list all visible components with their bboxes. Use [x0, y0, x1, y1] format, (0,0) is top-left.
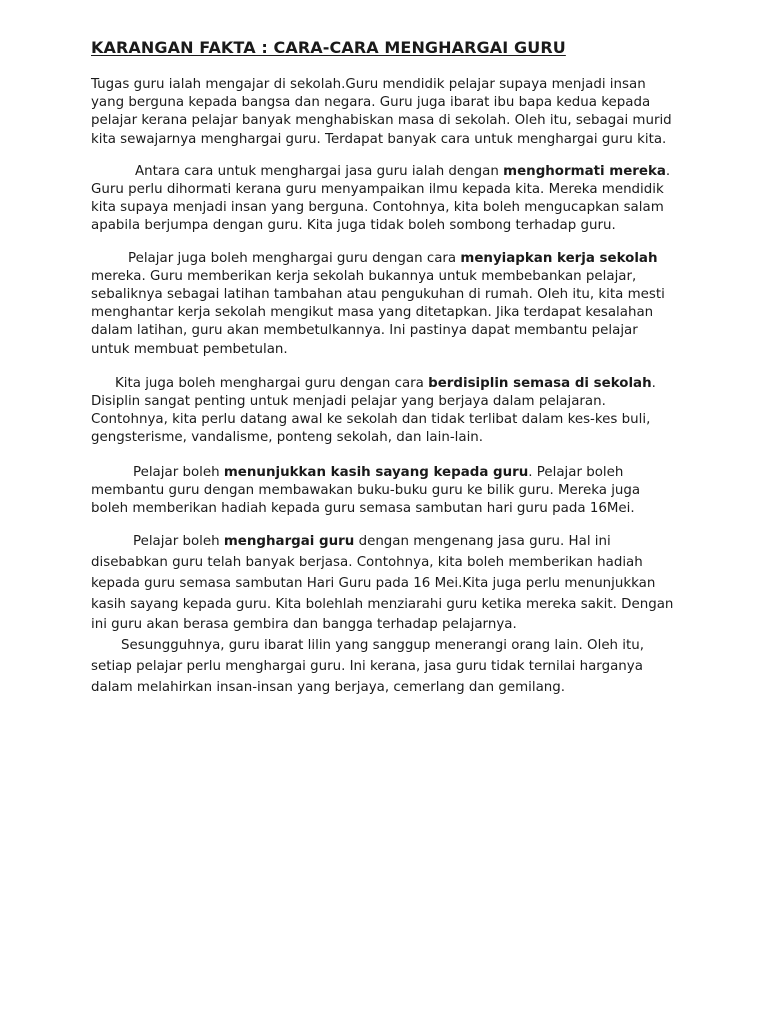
- paragraph-text-before: Pelajar boleh: [133, 464, 224, 480]
- paragraph-text-after: dengan mengenang jasa guru. Hal ini disebabkan guru telah banyak berjasa. Contohnya, kita boleh memberikan hadiah kepada guru semasa sambutan Hari Guru pada 16 Mei.Kita juga perlu menunjukkan kasih sayang kepada guru. Kita bolehlah menziarahi guru ketika mereka sakit. Dengan ini guru akan berasa gembira dan bangga terhadap pelajarnya.: [91, 534, 674, 633]
- paragraph-homework: [91, 250, 680, 359]
- paragraph-text-after: . Pelajar boleh membantu guru dengan membawakan buku-buku guru ke bilik guru. Mereka juga boleh memberikan hadiah kepada guru semasa sambutan hari guru pada 16Mei.: [91, 464, 641, 517]
- paragraph-keyword: menghargai guru: [223, 534, 355, 550]
- paragraph-text-before: Antara cara untuk menghargai jasa guru ialah dengan: [135, 163, 504, 179]
- paragraph-discipline: [91, 375, 680, 448]
- paragraph-introduction: [91, 76, 680, 149]
- paragraph-text-before: Pelajar juga boleh menghargai guru dengan cara: [128, 250, 461, 266]
- paragraph-text-after: mereka. Guru memberikan kerja sekolah bukannya untuk membebankan pelajar, sebaliknya sebagai latihan tambahan atau pengukuhan di rumah. Oleh itu, kita mesti menghantar kerja sekolah mengikut masa yang ditetapkan. Jika terdapat kesalahan dalam latihan, guru akan membetulkannya. Ini pastinya dapat membantu pelajar untuk membuat pembetulan.: [91, 268, 665, 357]
- paragraph-keyword: menyiapkan kerja sekolah: [460, 250, 658, 266]
- paragraph-text-before: Pelajar boleh: [133, 534, 224, 550]
- paragraph-keyword: menghormati mereka: [503, 163, 666, 179]
- paragraph-text-after: . Guru perlu dihormati kerana guru menyampaikan ilmu kepada kita. Mereka mendidik kita supaya menjadi insan yang berguna. Contohnya, kita boleh mengucapkan salam apabila berjumpa dengan guru. Kita juga tidak boleh sombong terhadap guru.: [91, 163, 671, 234]
- paragraph-respect: [91, 163, 680, 236]
- document-title: KARANGAN FAKTA : CARA-CARA MENGHARGAI GURU: [91, 38, 566, 57]
- paragraph-affection: [91, 464, 680, 519]
- paragraph-text-after: . Disiplin sangat penting untuk menjadi pelajar yang berjaya dalam pelajaran. Contohnya, kita perlu datang awal ke sekolah dan tidak terlibat dalam kes-kes buli, gengsterisme, vandalisme, ponteng sekolah, dan lain-lain.: [91, 375, 656, 446]
- paragraph-keyword: berdisiplin semasa di sekolah: [428, 375, 652, 391]
- paragraph-text-before: Kita juga boleh menghargai guru dengan cara: [115, 375, 429, 391]
- paragraph-keyword: menunjukkan kasih sayang kepada guru: [223, 464, 529, 480]
- paragraph-conclusion: [91, 636, 680, 698]
- paragraph-appreciate: [91, 532, 680, 636]
- paragraph-text: Tugas guru ialah mengajar di sekolah.Guru mendidik pelajar supaya menjadi insan yang berguna kepada bangsa dan negara. Guru juga ibarat ibu bapa kedua kepada pelajar kerana pelajar banyak menghabiskan masa di sekolah. Oleh itu, sebagai murid kita sewajarnya menghargai guru. Terdapat banyak cara untuk menghargai guru kita.: [91, 77, 672, 147]
- paragraph-text: Sesungguhnya, guru ibarat lilin yang sanggup menerangi orang lain. Oleh itu, setiap pelajar perlu menghargai guru. Ini kerana, jasa guru tidak ternilai harganya dalam melahirkan insan-insan yang berjaya, cemerlang dan gemilang.: [91, 638, 645, 695]
